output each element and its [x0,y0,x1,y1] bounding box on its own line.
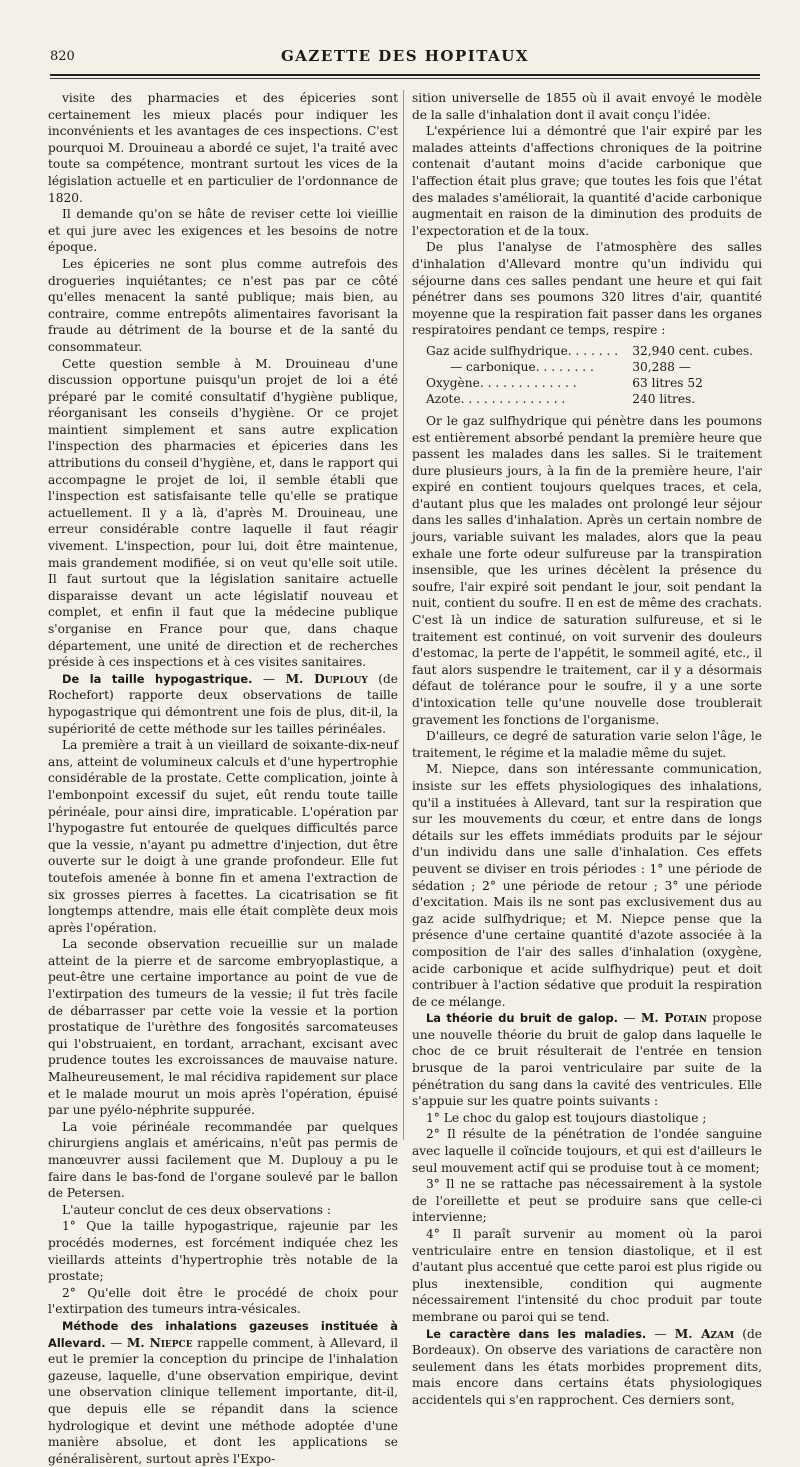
list-item: 1° Le choc du galop est toujours diastolique ; [426,1110,707,1125]
section-taille-hypogastrique: De la taille hypogastrique. — M. Duplouy (de Rochefort) rapporte deux observations de taille hypogastrique qui démontrent une fois de plus, dit-il, la supériorité de cette méthode sur les tailles périnéales. [48,671,399,736]
gas-label: Gaz acide sulfhydrique. . . . . . . [426,343,619,358]
paragraph: D'ailleurs, ce degré de saturation varie selon l'âge, le traitement, le régime et la maladie même du sujet. [412,729,762,760]
gas-label: — carbonique. . . . . . . . [450,359,594,374]
section-text: rappelle comment, à Allevard, il eut le premier la conception du principe de l'inhalation gazeuse, laquelle, d'une observation empirique, devint une observation clinique tellement importante, dit-il, que depuis elle se répandit dans la science hydrologique et devint une méthode adoptée d'une manière absolue, et dont les applications se généralisèrent, surtout après l'Expo- [48,1335,399,1466]
section-author: M. Niepce [126,1335,193,1350]
list-item: 2° Qu'elle doit être le procédé de choix pour l'extirpation des tumeurs intra-vésicales. [48,1285,398,1317]
gas-composition-table [426,343,759,407]
section-author: M. Duplouy [285,671,368,686]
section-title: Le caractère dans les maladies. [426,1326,647,1341]
gas-value: 30,288 — [632,359,691,374]
section-text: propose une nouvelle théorie du bruit de galop dans laquelle le choc de ce bruit résulterait de l'entrée en tension brusque de la paroi ventriculaire par suite de la pénétration du sang dans la cavité des ventricules. Elle s'appuie sur les quatre points suivants : [412,1011,762,1109]
header-rule-thin [50,78,760,79]
table-row [426,343,759,359]
paragraph: La seconde observation recueillie sur un malade atteint de la pierre et de sarcome embryoplastique, a peut-être une certaine importance au point de vue de l'extirpation des tumeurs de la vessie; il fut très facile de débarrasser par cette voie la vessie et la portion prostatique de l'urèthre des fongosités sarcomateuses qui l'obstruaient, en tordant, arrachant, excisant avec prudence toutes les excroissances de mauvaise nature. Malheureusement, le mal récidiva rapidement sur place et le malade mourut un mois après l'opération, épuisé par une pyélo-néphrite suppurée. [48,937,398,1118]
section-author: M. Azam [674,1326,735,1341]
gas-value: 240 litres. [632,391,696,406]
gas-value: 32,940 cent. cubes. [632,343,754,358]
section-text: (de Bordeaux). On observe des variations de caractère non seulement dans les états morbides proprement dits, mais encore dans certains états physiologiques accidentels qui s'en rapprochent. Ces derniers sont, [412,1326,763,1407]
paragraph: La voie périnéale recommandée par quelques chirurgiens anglais et américains, n'eût pas permis de manœuvrer aussi facilement que M. Duplouy a pu le faire dans le bas-fond de l'organe soulevé par le ballon de Petersen. [48,1119,398,1201]
page-number: 820 [50,49,75,64]
gas-value: 63 litres 52 [632,375,703,390]
paragraph: visite des pharmacies et des épiceries sont certainement les mieux placés pour indiquer les inconvénients et les avantages de ces inspections. C'est pourquoi M. Drouineau a abordé ce sujet, l'a traité avec toute sa compétence, montrant surtout les vices de la législation actuelle et en particulier de l'ordonnance de 1820. [48,91,398,205]
section-title: De la taille hypogastrique. [62,671,253,686]
table-row [426,391,759,407]
table-row [426,359,759,375]
left-column [48,90,399,1466]
header-rule [50,74,760,76]
list-item: 3° Il ne se rattache pas nécessairement à la systole de l'oreillette et peut se produire sans que celle-ci intervienne; [412,1177,762,1225]
journal-title: GAZETTE DES HOPITAUX [280,47,529,65]
list-item: 1° Que la taille hypogastrique, rajeunie par les procédés modernes, est forcément indiquée chez les vieillards atteints d'hypertrophie très notable de la prostate; [48,1219,398,1284]
section-author: M. Potain [640,1011,708,1026]
list-item: 2° Il résulte de la pénétration de l'ondée sanguine avec laquelle il coïncide toujours, et qui est d'ailleurs le seul mouvement actif qui se produise tout à ce moment; [412,1127,762,1175]
paragraph: De plus l'analyse de l'atmosphère des salles d'inhalation d'Allevard montre qu'un individu qui séjourne dans ces salles pendant une heure et qui fait pénétrer dans ses poumons 320 litres d'air, quantité moyenne que la respiration fait passer dans les organes respiratoires pendant ce temps, respire : [412,240,762,338]
gas-label: Oxygène. . . . . . . . . . . . . [426,375,577,390]
gas-label: Azote. . . . . . . . . . . . . . [426,391,566,406]
paragraph: M. Niepce, dans son intéressante communication, insiste sur les effets physiologiques des inhalations, qu'il a instituées à Allevard, tant sur la respiration que sur les mouvements du cœur, et entre dans de longs détails sur les effets immédiats produits par le séjour d'un individu dans une salle d'inhalation. Ces effets peuvent se diviser en trois périodes : 1° une période de sédation ; 2° une période de retour ; 3° une période d'excitation. Mais ils ne sont pas exclusivement dus au gaz acide sulfhydrique; et M. Niepce pense que la présence d'une certaine quantité d'azote associée à la composition de l'air des salles d'inhalation (oxygène, acide carbonique et acide sulfhydrique) peut et doit contribuer à l'action sédative que produit la respiration de ce mélange. [412,762,762,1009]
paragraph: Les épiceries ne sont plus comme autrefois des drogueries inquiétantes; ce n'est pas par ce côté qu'elles menacent la santé publique; mais bien, au contraire, comme entrepôts alimentaires favorisant la fraude au détriment de la bourse et de la santé du consommateur. [48,256,398,354]
paragraph: Il demande qu'on se hâte de reviser cette loi vieillie et qui jure avec les exigences et les besoins de notre époque. [48,207,398,255]
right-column [412,90,763,1407]
paragraph: Or le gaz sulfhydrique qui pénètre dans les poumons est entièrement absorbé pendant la première heure que passent les malades dans les salles. Si le traitement dure plusieurs jours, à la fin de la première heure, l'air expiré en contient toujours quelques traces, et cela, d'autant plus que les malades ont prolongé leur séjour dans les salles d'inhalation. Après un certain nombre de jours, variable suivant les malades, alors que la peau exhale une forte odeur sulfureuse par la transpiration insensible, que les urines décèlent la présence du soufre, l'air expiré soit pendant le jour, soit pendant la nuit, contient du soufre. Il en est de même des crachats. C'est là un indice de saturation sulfureuse, et si le traitement est continué, on voit survenir des douleurs d'estomac, la perte de l'appétit, le sommeil agité, etc., il faut alors suspendre le traitement, car il y a désormais défaut de tolérance pour le soufre, il y a une sorte d'intoxication telle qu'une nouvelle dose troublerait gravement les fonctions de l'organisme. [412,413,762,727]
paragraph: Cette question semble à M. Drouineau d'une discussion opportune puisqu'un projet de loi a été préparé par le comité consultatif d'hygiène publique, réorganisant les conseils d'hygiène. Or ce projet maintient simplement et sans autre explication l'inspection des pharmacies et épiceries dans les attributions du conseil d'hygiène, et, dans le rapport qui accompagne le projet de loi, il semble établi que l'inspection est satisfaisante telle qu'elle se pratique actuellement. Il y a là, d'après M. Drouineau, une erreur considérable contre laquelle il faut réagir vivement. L'inspection, pour lui, doit être maintenue, mais grandement modifiée, si on veut qu'elle soit utile. Il faut surtout que la législation sanitaire actuelle disparaisse devant un acte législatif nouveau et complet, et enfin il faut que la médecine publique s'organise en France pour que, dans chaque département, une unité de direction et de recherches préside à ces inspections et à ces visites sanitaires. [48,356,398,670]
paragraph: L'expérience lui a démontré que l'air expiré par les malades atteints d'affections chroniques de la poitrine contenait d'autant moins d'acide carbonique que l'affection était plus grave; que toutes les fois que l'état des malades s'améliorait, la quantité d'acide carbonique augmentait en raison de la diminution des produits de l'expectoration et de la toux. [412,124,762,238]
section-title: Méthode des inhalations gazeuses instituée à Allevard. [48,1318,398,1350]
page-header [50,47,760,71]
paragraph: sition universelle de 1855 où il avait envoyé le modèle de la salle d'inhalation dont il avait conçu l'idée. [412,91,762,122]
section-inhalations: Méthode des inhalations gazeuses instituée à Allevard. — M. Niepce rappelle comment, à Allevard, il eut le premier la conception du principe de l'inhalation gazeuse, laquelle, d'une observation empirique, devint une observation clinique tellement importante, dit-il, que depuis elle se répandit dans la science hydrologique et devint une méthode adoptée d'une manière absolue, et dont les applications se généralisèrent, surtout après l'Expo- [48,1318,399,1466]
section-caractere: Le caractère dans les maladies. — M. Azam (de Bordeaux). On observe des variations de caractère non seulement dans les états morbides proprement dits, mais encore dans certains états physiologiques accidentels qui s'en rapprochent. Ces derniers sont, [412,1326,763,1407]
section-title: La théorie du bruit de galop. [426,1011,619,1026]
table-row [426,375,759,391]
paragraph: L'auteur conclut de ces deux observations : [62,1202,332,1217]
column-divider [403,90,404,1140]
section-bruit-de-galop: La théorie du bruit de galop. — M. Potain propose une nouvelle théorie du bruit de galop dans laquelle le choc de ce bruit résulterait de l'entrée en tension brusque de la paroi ventriculaire par suite de la pénétration du sang dans la cavité des ventricules. Elle s'appuie sur les quatre points suivants : [412,1011,762,1109]
section-text: (de Rochefort) rapporte deux observations de taille hypogastrique qui démontrent une fois de plus, dit-il, la supériorité de cette méthode sur les tailles périnéales. [48,671,399,736]
paragraph: La première a trait à un vieillard de soixante-dix-neuf ans, atteint de volumineux calculs et d'une hypertrophie considérable de la prostate. Cette complication, jointe à l'embonpoint excessif du sujet, eût rendu toute taille périnéale, pour ainsi dire, impraticable. L'opération par l'hypogastre fut entourée de quelques difficultés parce que la vessie, n'ayant pu admettre d'injection, dut être ouverte sur le doigt à une grande profondeur. Elle fut toutefois amenée à bonne fin et amena l'extraction de six grosses pierres à facettes. La cicatrisation se fit longtemps attendre, mais elle était complète deux mois après l'opération. [48,738,398,935]
list-item: 4° Il paraît survenir au moment où la paroi ventriculaire entre en tension diastolique, et il est d'autant plus accentué que cette paroi est plus rigide ou plus inextensible, condition qui augmente nécessairement l'intensité du choc produit par toute membrane ou paroi qui se tend. [412,1227,762,1324]
